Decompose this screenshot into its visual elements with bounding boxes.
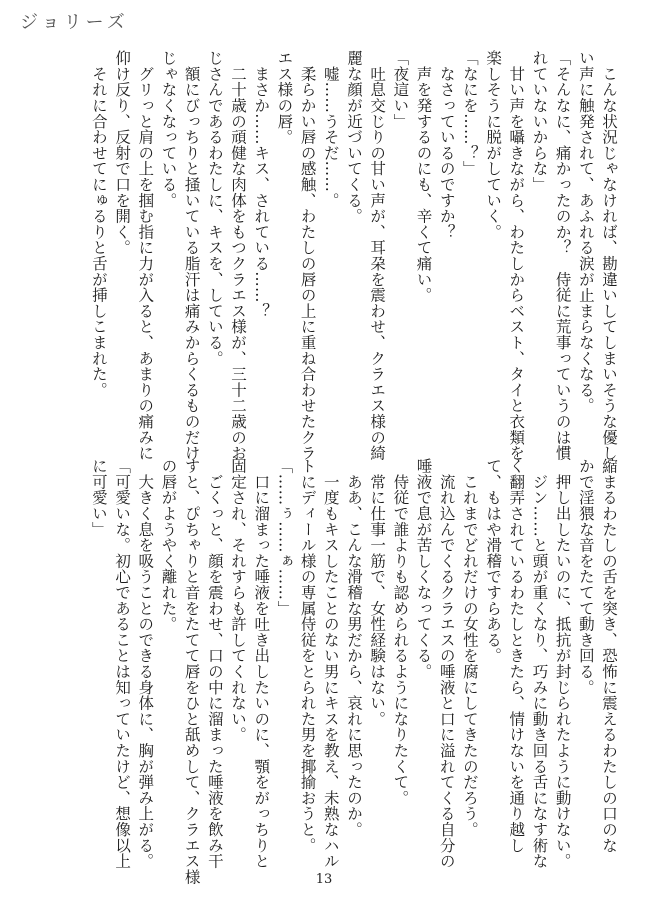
bottom-block-line: ああ、こんな滑稽な男だから、哀れに思ったのか。 [344,458,363,838]
bottom-block-line: 侍従で誰よりも認められるようになりたくて。 [391,458,410,806]
bottom-block-line: すと、ぴちゃりと音をたてて唇をひと舐めして、クラエス様 [182,458,201,885]
top-block-line: じさんであるわたしに、キスを、している。 [205,50,224,366]
top-block-line: 「なにを……？」 [460,50,479,177]
top-block-line: それに合わせてにゅるりと舌が挿しこまれた。 [89,50,108,398]
bottom-block-line: トにディール様の専属侍従をとられた男を揶揄おうと。 [298,458,317,853]
page-number: 13 [315,872,333,887]
top-block-line: 甘い声を囁きながら、わたしからベスト、タイと衣類を [507,50,526,461]
top-block-line: こんな状況じゃなければ、勘違いしてしまいそうな優し [600,50,618,461]
bottom-block-line: 「……ぅ……ぁ……」 [275,458,294,616]
bottom-block-line: これまでどれだけの女性を腐にしてきたのだろう。 [460,458,479,838]
bottom-block-line: 流れ込んでくるクラエスの唾液と口に溢れてくる自分の [437,458,456,869]
top-block-line: エス様の唇。 [275,50,294,145]
bottom-block-line: 「可愛いな。初心であることは知っていたけど、想像以上 [113,458,132,869]
bottom-block-line: 常に仕事一筋で、女性経験はない。 [368,458,387,727]
bottom-block-line: 押し出したいのに、抵抗が封じられたように動けない。 [553,458,572,869]
bottom-block-line: かで淫猥な音をたてて動き回る。 [576,458,595,695]
bottom-block-line: て、もはや滑稽ですらある。 [484,458,503,664]
bottom-block-line: 固定され、それすらも許してくれない。 [229,458,247,743]
running-header-title: ジョリーズ [20,12,129,33]
top-block-line: 麗な顔が近づいてくる。 [344,50,363,224]
bottom-block-line: 一度もキスしたことのない男にキスを教え、未熟なハル [321,458,340,869]
top-block-line: れていないからな」 [530,50,549,193]
top-text-block [58,50,618,461]
top-block-line: 声を発するのにも、辛くて痛い。 [414,50,433,303]
top-block-line: グリっと肩の上を掴む指に力が入ると、あまりの痛みに [136,50,155,461]
bottom-block-line: く翻弄されているわたしときたら、情けないを通り越し [507,458,526,853]
bottom-block-line: の唇がようやく離れた。 [159,458,178,632]
top-block-line: 嘘……うそだ……。 [321,50,340,208]
top-block-line: い声に触発されて、あふれる涙が止まらなくなる。 [576,50,595,414]
top-block-line: 楽しそうに脱がしていく。 [484,50,503,240]
top-block-line: 仰け反り、反射で口を開く。 [113,50,132,256]
top-block-line: 吐息交じりの甘い声が、耳朶を震わせ、クラエス様の綺 [368,50,387,461]
bottom-block-line: に可愛い」 [89,458,108,537]
bottom-block-line: 唾液で息が苦しくなってくる。 [414,458,433,680]
bottom-block-line: ごくっと、顔を震わせ、口の中に溜まった唾液を飲み干 [205,458,224,869]
bottom-block-line: 大きく息を吸うことのできる身体に、胸が弾み上がる。 [136,458,155,869]
bottom-block-line: ジン……と頭が重くなり、巧みに動き回る舌になす術な [530,458,549,869]
top-block-line: なさっているのですか？ [437,50,456,240]
bottom-block-line: 口に溜まった唾液を吐き出したいのに、顎をがっちりと [252,458,271,869]
bottom-block-line: 縮まるわたしの舌を突き、恐怖に震えるわたしの口のな [600,458,618,853]
top-block-line: 二十歳の頑健な肉体をもつクラエス様が、三十二歳のお [229,50,247,461]
top-block-line: 「そんなに、痛かったのか？ 侍従に荒事っていうのは慣 [553,50,572,461]
top-block-line: 額にびっちりと掻いている脂汗は痛みからくるものだけ [182,50,201,461]
top-block-line: 柔らかい唇の感触、わたしの唇の上に重ね合わせたクラ [298,50,317,461]
top-block-line: じゃなくなっている。 [159,50,178,208]
top-block-line: 「夜這い」 [391,50,410,129]
top-block-line: まさか……キス、されている……？ [252,50,271,319]
